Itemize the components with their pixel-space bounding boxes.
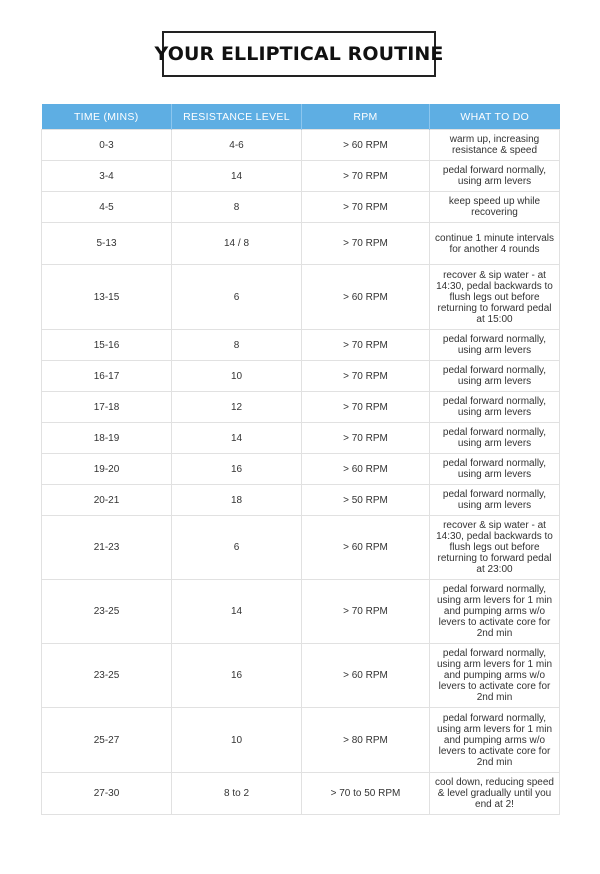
table-row <box>42 361 560 392</box>
cell-time: 15-16 <box>42 330 172 361</box>
cell-rpm: > 70 RPM <box>302 580 430 644</box>
table-row <box>42 330 560 361</box>
cell-rpm: > 70 RPM <box>302 361 430 392</box>
cell-rpm: > 80 RPM <box>302 708 430 773</box>
cell-rpm: > 70 to 50 RPM <box>302 773 430 815</box>
cell-rpm: > 70 RPM <box>302 330 430 361</box>
header-time: TIME (MINS) <box>42 104 172 130</box>
cell-rpm: > 60 RPM <box>302 644 430 708</box>
cell-resistance: 12 <box>172 392 302 423</box>
table-row <box>42 130 560 161</box>
cell-resistance: 18 <box>172 485 302 516</box>
cell-what-to-do: pedal forward normally, using arm levers <box>430 423 560 454</box>
cell-rpm: > 60 RPM <box>302 130 430 161</box>
cell-what-to-do: pedal forward normally, using arm levers <box>430 161 560 192</box>
cell-rpm: > 70 RPM <box>302 161 430 192</box>
table-row <box>42 161 560 192</box>
header-what-to-do: WHAT TO DO <box>430 104 560 130</box>
cell-what-to-do: pedal forward normally, using arm levers for 1 min and pumping arms w/o levers to activate core for 2nd min <box>430 644 560 708</box>
cell-resistance: 4-6 <box>172 130 302 161</box>
cell-resistance: 8 <box>172 330 302 361</box>
cell-time: 23-25 <box>42 644 172 708</box>
routine-table <box>41 104 560 815</box>
cell-what-to-do: pedal forward normally, using arm levers <box>430 330 560 361</box>
cell-time: 23-25 <box>42 580 172 644</box>
cell-time: 16-17 <box>42 361 172 392</box>
cell-what-to-do: cool down, reducing speed & level gradually until you end at 2! <box>430 773 560 815</box>
cell-rpm: > 60 RPM <box>302 265 430 330</box>
header-resistance: RESISTANCE LEVEL <box>172 104 302 130</box>
header-rpm: RPM <box>302 104 430 130</box>
table-row <box>42 454 560 485</box>
cell-resistance: 8 to 2 <box>172 773 302 815</box>
table-row <box>42 423 560 454</box>
cell-resistance: 10 <box>172 708 302 773</box>
cell-resistance: 16 <box>172 454 302 485</box>
page-title: YOUR ELLIPTICAL ROUTINE <box>154 43 444 65</box>
table-row <box>42 392 560 423</box>
cell-time: 4-5 <box>42 192 172 223</box>
cell-what-to-do: keep speed up while recovering <box>430 192 560 223</box>
cell-time: 20-21 <box>42 485 172 516</box>
table-row <box>42 580 560 644</box>
table-row <box>42 516 560 580</box>
table-header-row <box>42 104 560 130</box>
cell-time: 5-13 <box>42 223 172 265</box>
cell-resistance: 16 <box>172 644 302 708</box>
cell-time: 17-18 <box>42 392 172 423</box>
title-box <box>154 31 444 77</box>
cell-resistance: 6 <box>172 265 302 330</box>
cell-what-to-do: continue 1 minute intervals for another 4 rounds <box>430 223 560 265</box>
table-row <box>42 192 560 223</box>
cell-resistance: 10 <box>172 361 302 392</box>
cell-what-to-do: warm up, increasing resistance & speed <box>430 130 560 161</box>
cell-resistance: 8 <box>172 192 302 223</box>
cell-rpm: > 70 RPM <box>302 423 430 454</box>
cell-resistance: 6 <box>172 516 302 580</box>
cell-time: 18-19 <box>42 423 172 454</box>
cell-what-to-do: pedal forward normally, using arm levers <box>430 485 560 516</box>
cell-resistance: 14 <box>172 423 302 454</box>
cell-time: 0-3 <box>42 130 172 161</box>
table-row <box>42 223 560 265</box>
cell-resistance: 14 <box>172 161 302 192</box>
cell-what-to-do: recover & sip water - at 14:30, pedal backwards to flush legs out before returning to forward pedal at 23:00 <box>430 516 560 580</box>
cell-resistance: 14 / 8 <box>172 223 302 265</box>
cell-resistance: 14 <box>172 580 302 644</box>
cell-what-to-do: pedal forward normally, using arm levers for 1 min and pumping arms w/o levers to activate core for 2nd min <box>430 580 560 644</box>
cell-time: 27-30 <box>42 773 172 815</box>
cell-what-to-do: recover & sip water - at 14:30, pedal backwards to flush legs out before returning to forward pedal at 15:00 <box>430 265 560 330</box>
cell-time: 25-27 <box>42 708 172 773</box>
table-row <box>42 644 560 708</box>
cell-what-to-do: pedal forward normally, using arm levers <box>430 454 560 485</box>
cell-what-to-do: pedal forward normally, using arm levers for 1 min and pumping arms w/o levers to activate core for 2nd min <box>430 708 560 773</box>
cell-rpm: > 50 RPM <box>302 485 430 516</box>
cell-rpm: > 70 RPM <box>302 192 430 223</box>
cell-time: 13-15 <box>42 265 172 330</box>
cell-what-to-do: pedal forward normally, using arm levers <box>430 392 560 423</box>
cell-rpm: > 70 RPM <box>302 223 430 265</box>
cell-what-to-do: pedal forward normally, using arm levers <box>430 361 560 392</box>
table-row <box>42 708 560 773</box>
cell-rpm: > 60 RPM <box>302 516 430 580</box>
cell-time: 21-23 <box>42 516 172 580</box>
cell-rpm: > 70 RPM <box>302 392 430 423</box>
cell-time: 3-4 <box>42 161 172 192</box>
table-row <box>42 773 560 815</box>
table-row <box>42 265 560 330</box>
cell-time: 19-20 <box>42 454 172 485</box>
cell-rpm: > 60 RPM <box>302 454 430 485</box>
table-row <box>42 485 560 516</box>
